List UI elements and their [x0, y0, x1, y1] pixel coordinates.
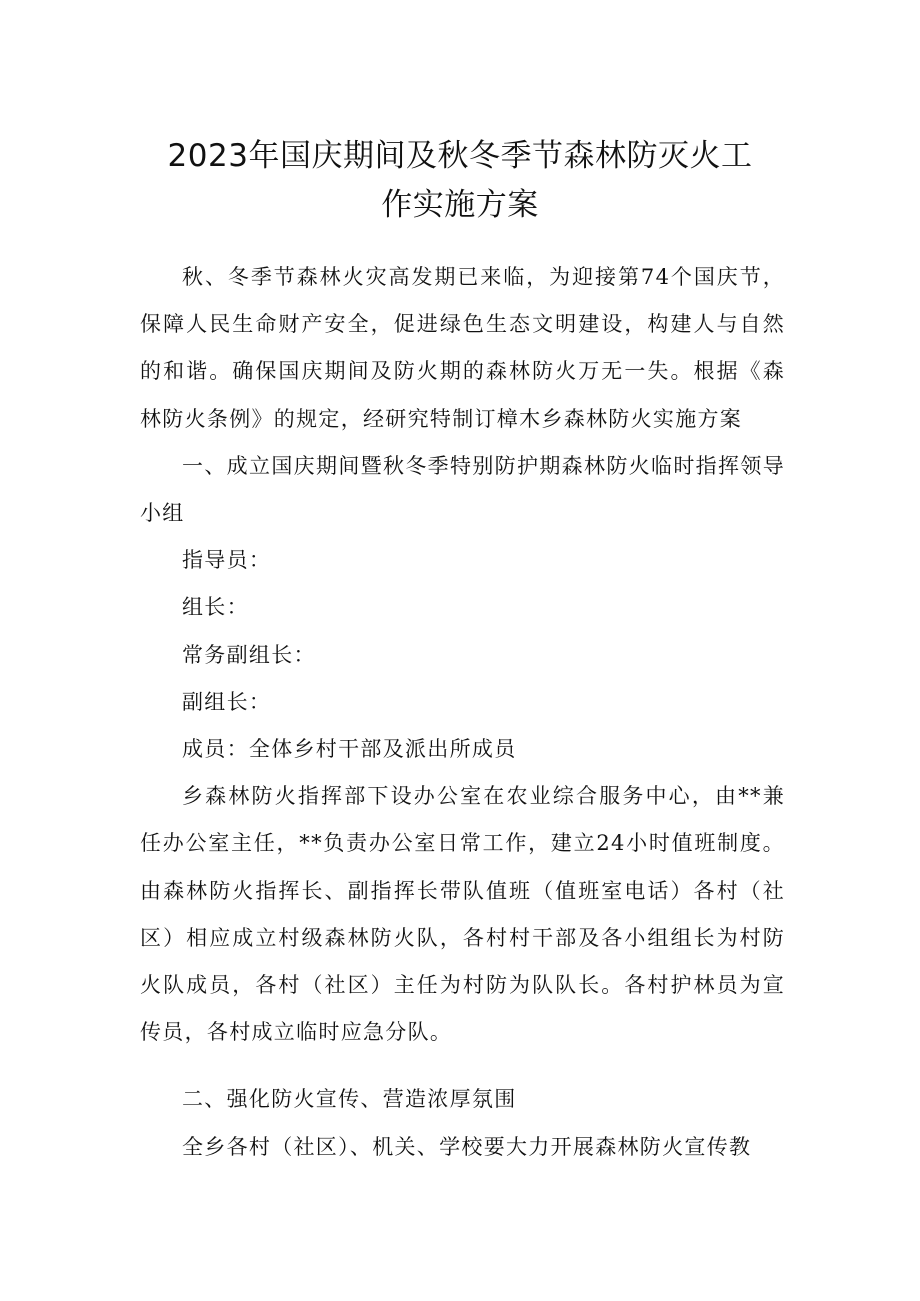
instructor-line: 指导员：	[182, 548, 272, 573]
leader-line: 组长：	[182, 595, 249, 620]
executive-deputy-leader-line: 常务副组长：	[182, 642, 316, 667]
section-two-heading: 二、强化防火宣传、营造浓厚氛围	[182, 1087, 517, 1112]
members-line: 成员：全体乡村干部及派出所成员	[182, 737, 517, 762]
document-title-line-1: 2023年国庆期间及秋冬季节森林防灭火工	[167, 138, 753, 174]
deputy-leader-line: 副组长：	[182, 689, 272, 714]
intro-paragraph: 秋、冬季节森林火灾高发期已来临，为迎接第74个国庆节，保障人民生命财产安全，促进绿色生态文明建设，构建人与自然的和谐。确保国庆期间及防火期的森林防火万无一失。根据《森林防火条例》的规定，经研究特制订樟木乡森林防火实施方案	[140, 265, 785, 431]
office-setup-paragraph: 乡森林防火指挥部下设办公室在农业综合服务中心，由**兼任办公室主任，**负责办公室日常工作，建立24小时值班制度。由森林防火指挥长、副指挥长带队值班（值班室电话）各村（社区）相应成立村级森林防火队，各村村干部及各小组组长为村防火队成员，各村（社区）主任为村防为队队长。各村护林员为宣传员，各村成立临时应急分队。	[140, 784, 785, 1045]
document-body	[140, 254, 785, 1171]
document-title-line-2: 作实施方案	[381, 187, 539, 223]
publicity-paragraph: 全乡各村（社区）、机关、学校要大力开展森林防火宣传教	[182, 1134, 752, 1159]
section-one-heading: 一、成立国庆期间暨秋冬季特别防护期森林防火临时指挥领导小组	[140, 453, 785, 526]
